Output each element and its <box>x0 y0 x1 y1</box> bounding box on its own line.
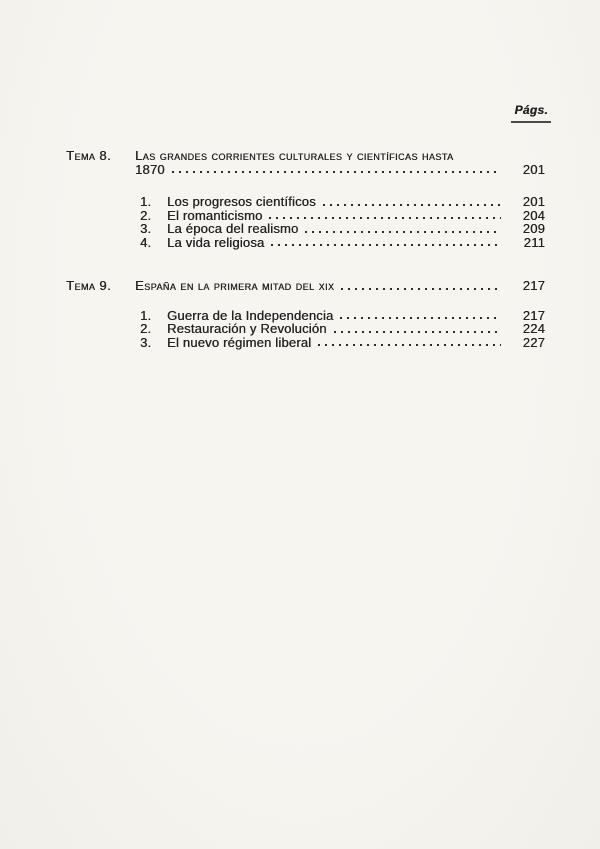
pags-column-header <box>511 103 551 123</box>
item-number: 1. <box>140 307 152 323</box>
tema-9-label: Tema 9. <box>66 278 112 293</box>
dot-leader <box>340 317 501 319</box>
item-title: La época del realismo <box>167 221 299 236</box>
item-title: El nuevo régimen liberal <box>167 334 312 350</box>
item-title: Guerra de la Independencia <box>167 307 334 323</box>
tema-8-item-list <box>66 195 545 249</box>
item-title: El romanticismo <box>167 207 263 223</box>
table-of-contents <box>66 149 545 349</box>
tema-8-label: Tema 8. <box>66 148 112 163</box>
dot-leader <box>172 171 501 173</box>
toc-item <box>140 222 545 236</box>
toc-item <box>140 209 545 223</box>
dot-leader <box>318 344 501 346</box>
item-number: 3. <box>140 221 152 236</box>
toc-entry-tema-9 <box>66 279 545 349</box>
tema-9-heading <box>66 279 545 293</box>
item-number: 3. <box>140 334 152 350</box>
item-page-number: 201 <box>522 194 545 209</box>
item-number: 2. <box>140 207 152 223</box>
item-page-number: 211 <box>523 234 545 250</box>
item-page-number: 209 <box>522 221 545 236</box>
toc-item <box>140 195 545 209</box>
tema-9-page-number: 217 <box>522 278 545 293</box>
item-title: La vida religiosa <box>167 234 265 250</box>
tema-8-title: Las grandes corrientes culturales y científicas hasta <box>135 148 454 163</box>
item-title: Los progresos científicos <box>167 194 316 209</box>
dot-leader <box>271 244 501 246</box>
item-page-number: 224 <box>522 321 545 336</box>
toc-item <box>140 322 545 336</box>
dot-leader <box>341 288 501 290</box>
toc-item <box>140 309 545 323</box>
item-page-number: 204 <box>522 207 545 223</box>
item-number: 2. <box>140 321 152 336</box>
tema-8-heading-line-1 <box>66 149 545 163</box>
tema-8-page-number: 201 <box>522 161 545 177</box>
item-page-number: 227 <box>522 334 545 350</box>
toc-item <box>140 236 545 250</box>
toc-entry-tema-8 <box>66 149 545 249</box>
item-number: 4. <box>140 234 152 250</box>
toc-item <box>140 336 545 350</box>
item-title: Restauración y Revolución <box>167 321 327 336</box>
dot-leader <box>334 331 501 333</box>
item-number: 1. <box>140 194 152 209</box>
tema-8-heading-line-2 <box>66 163 545 177</box>
tema-8-title-continuation: 1870 <box>135 161 165 177</box>
tema-9-title: España en la primera mitad del xix <box>135 278 335 293</box>
dot-leader <box>269 217 501 219</box>
tema-9-item-list <box>66 309 545 350</box>
dot-leader <box>305 231 501 233</box>
dot-leader <box>323 204 501 206</box>
item-page-number: 217 <box>522 307 545 323</box>
pags-label: Págs. <box>514 103 548 117</box>
